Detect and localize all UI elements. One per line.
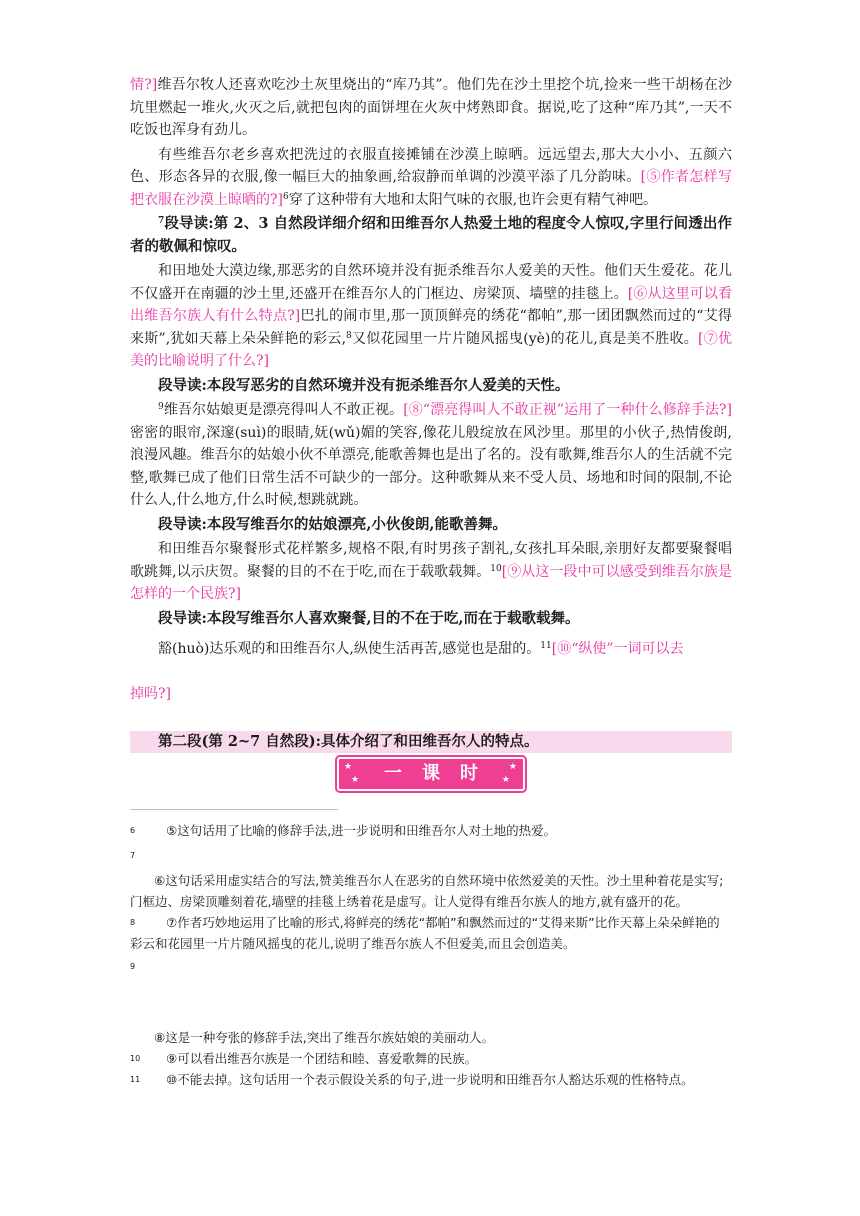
paragraph-text: 巴扎的闹市里,那一顶顶鲜亮的绣花“都帕”,那一团团飘然而过的“艾得来斯”,犹如天幕上朵朵鲜艳的彩云, xyxy=(130,308,733,347)
paragraph-text: 穿了这种带有大地和太阳气味的衣服,也许会更有精气神吧。 xyxy=(288,191,658,208)
star-icon: ★ xyxy=(344,762,353,772)
footnote-divider xyxy=(130,809,338,810)
footnote-ref-6[interactable]: 6 xyxy=(282,191,289,202)
paragraph-gathering xyxy=(130,538,732,606)
footnote-9-marker: 9 xyxy=(130,962,136,971)
footnote-8: 8 ⑦作者巧妙地运用了比喻的形式,将鲜亮的绣花“都帕”和飘然而过的“艾得来斯”比作天幕上朵朵鲜艳的彩云和花园里一片片随风摇曳的花儿,说明了维吾尔族人不但爱美,而且会创造美。 xyxy=(130,915,720,951)
question-10: [⑩“纵使”一词可以去 xyxy=(551,641,684,657)
guide-paragraph-2: 段导读:本段写恶劣的自然环境并没有扼杀维吾尔人爱美的天性。 xyxy=(158,376,570,394)
footnote-ref-9[interactable]: 9 xyxy=(158,402,164,412)
footnote-10: 10 ⑨可以看出维吾尔族是一个团结和睦、喜爱歌舞的民族。 xyxy=(130,1051,478,1066)
question-7: [⑦优美的比喻说明了什么?] xyxy=(130,330,732,369)
paragraph-text: 又似花园里一片片随风摇曳(yè)的花儿,真是美不胜收。 xyxy=(351,330,698,347)
footnote-ref-7[interactable]: 7 xyxy=(158,216,165,226)
lesson-banner-wrap xyxy=(130,757,732,797)
footnote-9: ⑧这是一种夸张的修辞手法,突出了维吾尔族姑娘的美丽动人。 xyxy=(154,1030,495,1045)
question-9: [⑨从这一段中可以感受到维吾尔族是怎样的一个民族?] xyxy=(130,563,732,602)
lesson-banner xyxy=(337,757,525,791)
paragraph-girls xyxy=(130,399,732,512)
question-tail: 情?] xyxy=(130,77,158,93)
star-icon: ★ xyxy=(351,775,360,785)
document-body xyxy=(130,74,732,1090)
guide-text: 段导读:第 2、3 自然段详细介绍和田维吾尔人热爱土地的程度令人惊叹,字里行间透出作者的敬佩和惊叹。 xyxy=(130,215,732,255)
section-summary: 第二段(第 2~7 自然段):具体介绍了和田维吾尔人的特点。 xyxy=(130,731,732,753)
footnote-ref-10[interactable]: 10 xyxy=(490,563,502,574)
paragraph-flowers xyxy=(130,260,732,373)
guide-paragraph-4: 段导读:本段写维吾尔人喜欢聚餐,目的不在于吃,而在于载歌载舞。 xyxy=(158,609,580,627)
guide-paragraph-3: 段导读:本段写维吾尔的姑娘漂亮,小伙俊朗,能歌善舞。 xyxy=(158,515,507,533)
paragraph-text: 和田地处大漠边缘,那恶劣的自然环境并没有扼杀维吾尔人爱美的天性。他们天生爱花。花儿不仅盛开在南疆的沙土里,还盛开在维吾尔人的门框边、房梁顶、墙壁的挂毯上。 xyxy=(130,263,732,302)
question-8: [⑧“漂亮得叫人不敢正视”运用了一种什么修辞手法?] xyxy=(403,402,733,418)
footnote-11: 11 ⑩不能去掉。这句话用一个表示假设关系的句子,进一步说明和田维吾尔人豁达乐观的性格特点。 xyxy=(130,1072,694,1087)
paragraph-text: 维吾尔牧人还喜欢吃沙土灰里烧出的“库乃其”。他们先在沙土里挖个坑,捡来一些干胡杨在沙坑里燃起一堆火,火灭之后,就把包肉的面饼埋在火灰中烤熟即食。据说,吃了这种“库乃其”,一天不吃饭也浑身有劲儿。 xyxy=(130,77,733,138)
paragraph-kunaiqi xyxy=(130,74,732,142)
question-6: [⑥从这里可以看出维吾尔族人有什么特点?] xyxy=(130,285,733,324)
footnote-7-marker: 7 xyxy=(130,851,136,860)
footnotes xyxy=(130,820,732,1090)
star-icon: ★ xyxy=(501,775,510,785)
guide-paragraph-1 xyxy=(130,213,732,258)
footnote-7: ⑥这句话采用虚实结合的写法,赞美维吾尔人在恶劣的自然环境中依然爱美的天性。沙土里种着花是实写;门框边、房梁顶雕刻着花,墙壁的挂毯上绣着花是虚写。让人觉得有维吾尔族人的地方,就有盛开的花。 xyxy=(130,873,724,909)
banner-text: 一课时 xyxy=(384,763,498,784)
paragraph-text: 豁(huò)达乐观的和田维吾尔人,纵使生活再苦,感觉也是甜的。 xyxy=(158,641,541,657)
question-10-tail: 掉吗?] xyxy=(130,685,171,702)
paragraph-text: 密密的眼帘,深邃(suì)的眼睛,妩(wǔ)媚的笑容,像花儿般绽放在风沙里。那里的小伙子,热情俊朗,浪漫风趣。维吾尔的姑娘小伙不单漂亮,能歌善舞也是出了名的。没有歌舞,维吾尔人的生活就不完整,歌舞已成了他们日常生活不可缺少的一部分。这种歌舞从来不受人员、场地和时间的限制,不论什么人,什么地方,什么时候,想跳就跳。 xyxy=(130,424,732,508)
paragraph-text: 有些维吾尔老乡喜欢把洗过的衣服直接摊铺在沙漠上晾晒。远远望去,那大大小小、五颜六色、形态各异的衣服,像一幅巨大的抽象画,给寂静而单调的沙漠平添了几分韵味。 xyxy=(130,146,732,185)
paragraph-text: 维吾尔姑娘更是漂亮得叫人不敢正视。 xyxy=(163,402,404,418)
question-5: [⑤作者怎样写把衣服在沙漠上晾晒的?] xyxy=(130,169,732,208)
paragraph-optimism xyxy=(130,638,732,661)
footnote-ref-11[interactable]: 11 xyxy=(540,641,552,651)
footnote-6: 6 ⑤这句话用了比喻的修辞手法,进一步说明和田维吾尔人对土地的热爱。 xyxy=(130,823,557,838)
footnote-ref-8[interactable]: 8 xyxy=(346,330,352,341)
paragraph-clothes xyxy=(130,144,732,212)
star-icon: ★ xyxy=(508,762,517,772)
paragraph-text: 和田维吾尔聚餐形式花样繁多,规格不限,有时男孩子割礼,女孩扎耳朵眼,亲朋好友都要聚餐唱歌跳舞,以示庆贺。聚餐的目的不在于吃,而在于载歌载舞。 xyxy=(130,541,732,580)
